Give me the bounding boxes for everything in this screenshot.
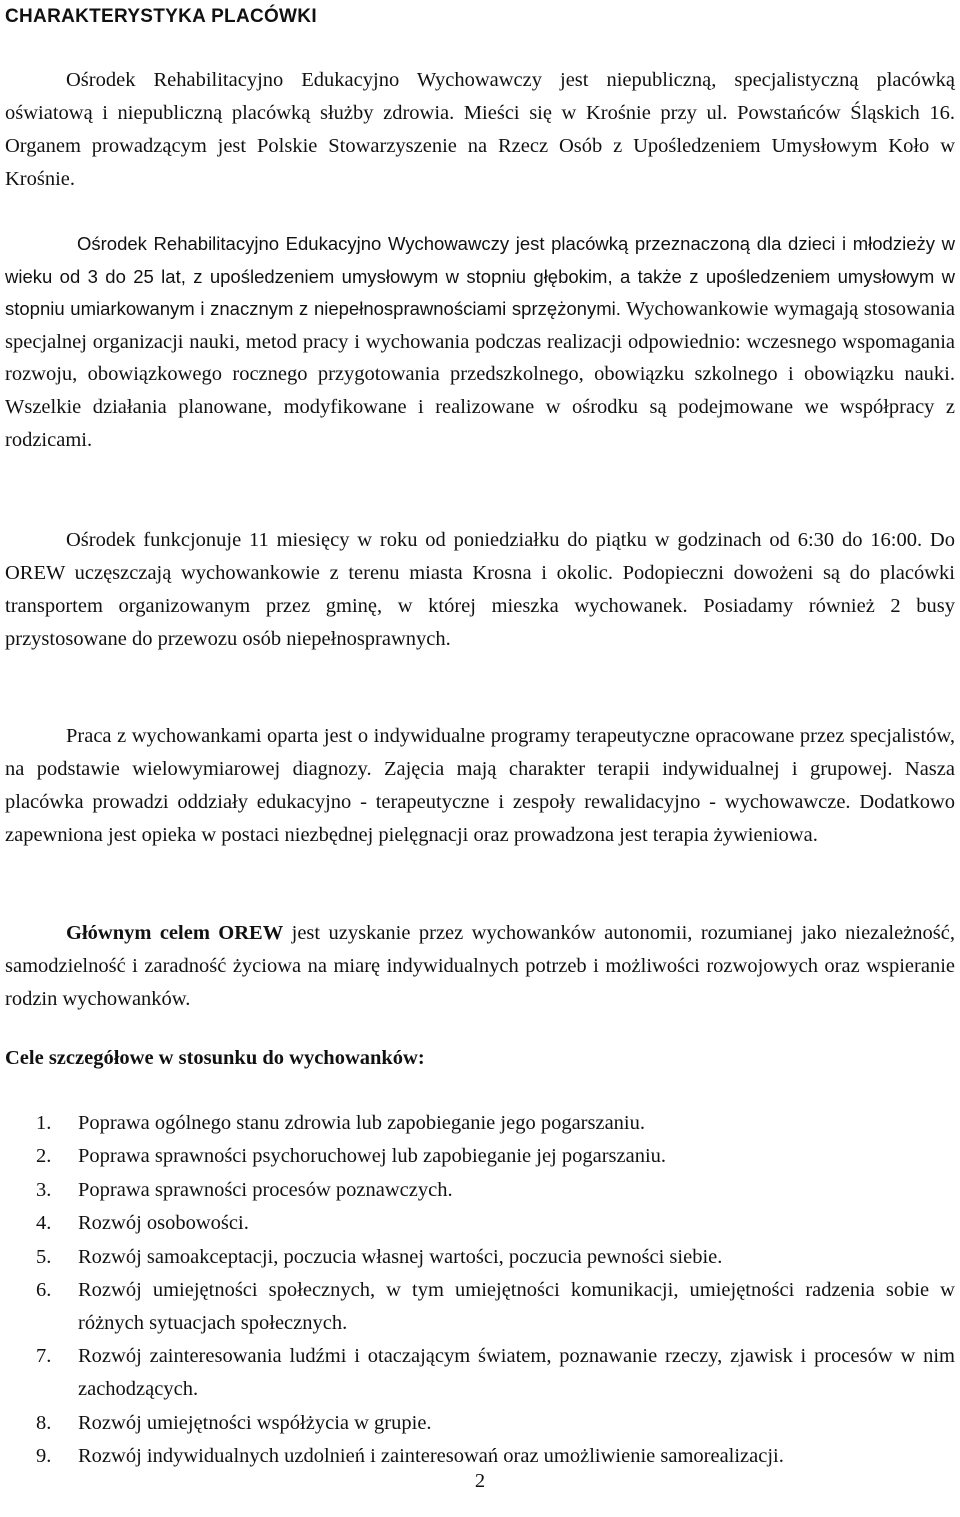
list-item-text: Rozwój zainteresowania ludźmi i otaczającym światem, poznawanie rzeczy, zjawisk i procesów w nim zachodzących. xyxy=(78,1345,955,1401)
list-item-number: 5. xyxy=(36,1245,52,1268)
goals-heading: Cele szczegółowe w stosunku do wychowanków: xyxy=(5,1047,425,1069)
target-group-rest: Wychowankowie wymagają stosowania specjalnej organizacji nauki, metod pracy i wychowania podczas realizacji odpowiednio: wczesnego wspomagania rozwoju, obowiązkowego rocznego przygotowania przedszkolnego, obowiązku szkolnego i obowiązku nauki. Wszelkie działania planowane, modyfikowane i realizowane w ośrodku są podejmowane we współpracy z rodzicami. xyxy=(5,298,955,451)
list-item-text: Poprawa sprawności psychoruchowej lub zapobieganie jej pogarszaniu. xyxy=(78,1145,667,1168)
list-item-text: Poprawa ogólnego stanu zdrowia lub zapobieganie jego pogarszaniu. xyxy=(78,1112,645,1134)
main-goal-lead: Głównym celem OREW xyxy=(66,922,284,944)
list-item-number: 2. xyxy=(36,1145,52,1168)
list-item xyxy=(36,1440,955,1473)
list-item xyxy=(36,1207,955,1240)
list-item-text: Rozwój samoakceptacji, poczucia własnej wartości, poczucia pewności siebie. xyxy=(78,1245,723,1268)
page-title: CHARAKTERYSTYKA PLACÓWKI xyxy=(5,6,317,27)
page-number: 2 xyxy=(474,1470,486,1492)
list-item-text: Rozwój umiejętności współżycia w grupie. xyxy=(78,1411,432,1434)
list-item xyxy=(36,1174,955,1207)
list-item-number: 7. xyxy=(36,1345,52,1368)
list-item-number: 8. xyxy=(36,1411,52,1434)
list-item xyxy=(36,1274,955,1340)
list-item xyxy=(36,1340,955,1406)
intro-paragraph: Ośrodek Rehabilitacyjno Edukacyjno Wychowawczy jest niepubliczną, specjalistyczną placówką oświatową i niepubliczną placówką służby zdrowia. Mieści się w Krośnie przy ul. Powstańców Śląskich 16. Organem prowadzącym jest Polskie Stowarzyszenie na Rzecz Osób z Upośledzeniem Umysłowym Koło w Krośnie. xyxy=(5,69,955,190)
list-item xyxy=(36,1241,955,1274)
list-item-text: Rozwój indywidualnych uzdolnień i zainteresowań oraz umożliwienie samorealizacji. xyxy=(78,1445,784,1468)
list-item-text: Rozwój osobowości. xyxy=(78,1212,249,1235)
target-group-paragraph xyxy=(5,228,955,456)
list-item-number: 1. xyxy=(36,1112,52,1134)
main-goal-paragraph xyxy=(5,917,955,1016)
schedule-paragraph: Ośrodek funkcjonuje 11 miesięcy w roku od poniedziałku do piątku w godzinach od 6:30 do 16:00. Do OREW uczęszczają wychowankowie z terenu miasta Krosna i okolic. Podopieczni dowożeni są do placówki transportem organizowanym przez gminę, w której mieszka wychowanek. Posiadamy również 2 busy przystosowane do przewozu osób niepełnosprawnych. xyxy=(5,529,955,650)
list-item-number: 4. xyxy=(36,1212,52,1235)
target-group-lead: Ośrodek Rehabilitacyjno Edukacyjno Wychowawczy jest placówką przeznaczoną dla dzieci i młodzieży w wieku od 3 do 25 lat, z upośledzeniem umysłowym w stopniu głębokim, a także z upośledzeniem umysłowym w stopniu umiarkowanym i znacznym z niepełnosprawnościami sprzężonymi. xyxy=(5,233,955,320)
list-item-text: Poprawa sprawności procesów poznawczych. xyxy=(78,1178,453,1201)
list-item-number: 9. xyxy=(36,1445,52,1468)
main-goal-rest: jest uzyskanie przez wychowanków autonomii, rozumianej jako niezależność, samodzielność i zaradność życiowa na miarę indywidualnych potrzeb i możliwości rozwojowych oraz wspieranie rodzin wychowanków. xyxy=(5,922,955,1010)
list-item xyxy=(36,1140,955,1173)
list-item-text: Rozwój umiejętności społecznych, w tym umiejętności komunikacji, umiejętności radzenia sobie w różnych sytuacjach społecznych. xyxy=(78,1278,955,1334)
list-item-number: 3. xyxy=(36,1178,52,1201)
goals-list xyxy=(36,1107,955,1474)
list-item xyxy=(36,1107,955,1140)
list-item-number: 6. xyxy=(36,1278,52,1301)
list-item xyxy=(36,1407,955,1440)
therapy-paragraph: Praca z wychowankami oparta jest o indywidualne programy terapeutyczne opracowane przez specjalistów, na podstawie wielowymiarowej diagnozy. Zajęcia mają charakter terapii indywidualnej i grupowej. Nasza placówka prowadzi oddziały edukacyjno - terapeutyczne i zespoły rewalidacyjno - wychowawcze. Dodatkowo zapewniona jest opieka w postaci niezbędnej pielęgnacji oraz prowadzona jest terapia żywieniowa. xyxy=(5,725,955,846)
